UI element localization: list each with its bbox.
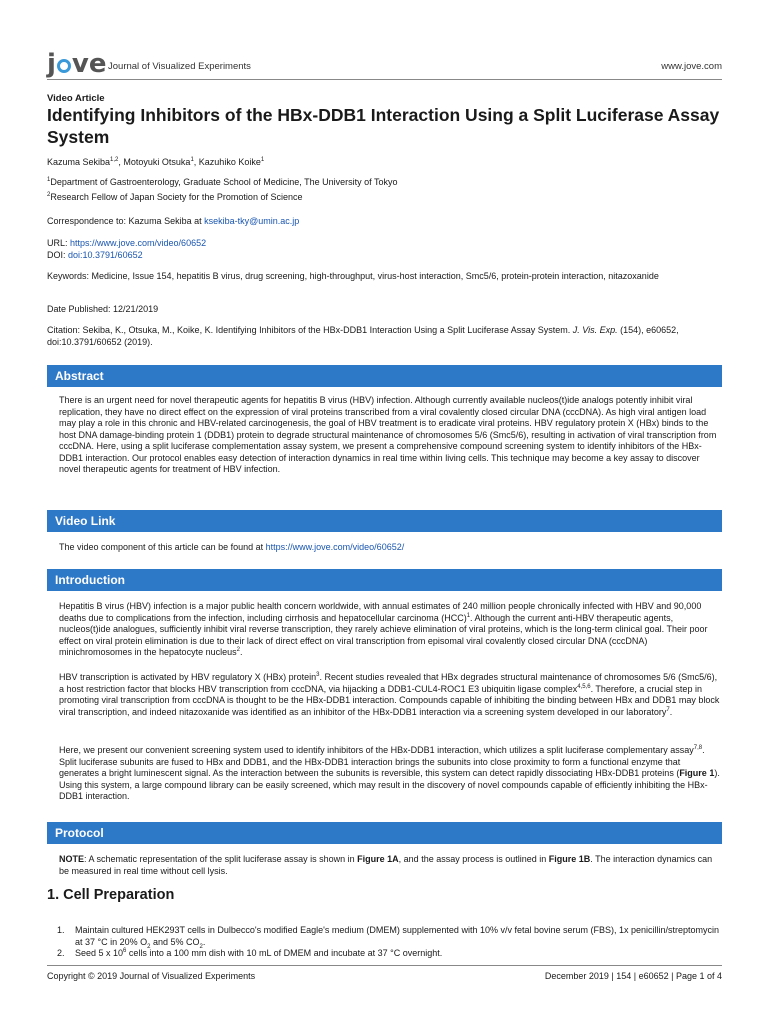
figure-reference: Figure 1 (679, 768, 715, 778)
footer-page-info: December 2019 | 154 | e60652 | Page 1 of 4 (544, 971, 722, 981)
step-number: 1. (57, 925, 65, 935)
journal-name: Journal of Visualized Experiments (108, 61, 251, 72)
text-run: HBV transcription is activated by HBV regulatory X (HBx) protein (59, 672, 317, 682)
article-type: Video Article (47, 93, 105, 104)
video-link-text (59, 542, 722, 554)
article-url-link[interactable]: https://www.jove.com/video/60652 (70, 238, 207, 248)
affiliation-number: 1 (47, 177, 51, 183)
author-affiliation-ref: 1 (190, 157, 194, 163)
site-url[interactable]: www.jove.com (661, 61, 722, 72)
doi-line (47, 250, 722, 262)
step-number: 2. (57, 948, 65, 958)
keywords: Keywords: Medicine, Issue 154, hepatitis B virus, drug screening, high-throughput, virus-host interaction, Smc5/6, protein-protein interaction, nitazoxanide (47, 271, 659, 281)
figure-reference: Figure 1B (548, 854, 591, 864)
text-run: : A schematic representation of the split luciferase assay is shown in (84, 854, 358, 864)
doi-label: DOI: (47, 250, 69, 260)
correspondence-email-link[interactable]: ksekiba-tky@umin.ac.jp (204, 216, 300, 226)
author-list: Kazuma Sekiba$^{1,2}$, Motoyuki Otsuka$^1$, Kazuhiko Koike$^1$ (47, 157, 265, 167)
correspondence (47, 216, 722, 228)
text-run: Hepatitis B virus (HBV) infection is a major public health concern worldwide, with annual estimates of 240 million people chronically infected with HBV and 90,000 deaths due to complications from the infection, including cirrhosis and hepatocellular carcinoma (HCC) (59, 601, 702, 623)
jove-logo: j ve (47, 49, 107, 79)
step-text (75, 948, 720, 960)
step-text (75, 925, 720, 948)
author-name: Kazuhiko Koike (198, 157, 261, 167)
text-run: Here, we present our convenient screening system used to identify inhibitors of the HBx-DDB1 interaction, which utilizes a split luciferase complementary assay (59, 745, 694, 755)
affiliation-text: Research Fellow of Japan Society for the Promotion of Science (50, 192, 303, 202)
reference-marker: 4,5,6 (577, 683, 591, 690)
citation-text: Citation: Sekiba, K., Otsuka, M., Koike, K. Identifying Inhibitors of the HBx-DDB1 Interaction Using a Split Luciferase Assay System. (47, 325, 573, 335)
text-run: Seed 5 x 10 (75, 948, 124, 958)
intro-paragraph-1 (59, 601, 722, 659)
video-link-url[interactable]: https://www.jove.com/video/60652/ (265, 542, 405, 552)
page-header (47, 50, 722, 80)
affiliation-number: 2 (47, 192, 51, 198)
subscript: 2 (147, 943, 151, 950)
note-label: NOTE (59, 854, 85, 864)
reference-marker: 7 (666, 706, 670, 713)
section-heading-cell-preparation: 1. Cell Preparation (47, 887, 175, 903)
reference-marker: 7,8 (693, 745, 703, 751)
affiliation-2 (47, 192, 722, 204)
protocol-note (59, 854, 722, 877)
figure-reference: Figure 1A (357, 854, 399, 864)
text-run: . (669, 706, 673, 717)
author-name: Motoyuki Otsuka (123, 157, 191, 167)
text-run: . Although the current anti-HBV therapeutic agents, nucleos(t)ide analogues, sufficiently inhibit viral reverse transcription, they rarely achieve elimination of viral proteins, which is the long-term clinical goal. Their poor effect on viral protein elimination is due to their lack of direct effect on viral transcription from episomal viral covalently closed circular DNA (cccDNA) minichromosomes in the hepatocyte nucleus (59, 612, 708, 657)
video-link-label: The video component of this article can be found at (59, 542, 266, 552)
author-affiliation-ref: 1,2 (110, 157, 119, 163)
abstract-text: There is an urgent need for novel therapeutic agents for hepatitis B virus (HBV) infection. Although currently available nucleos(t)ide analogs potently inhibit viral replication, they have no direct effect on the expression of viral proteins transcribed from a viral covalently closed circular DNA (cccDNA). As high viral antigen load may play a role in this chronic and HBV-related carcinogenesis, the goal of HBV treatment is to eradicate viral proteins. HBV regulatory protein X (HBx) binds to the host DNA damage-binding protein 1 (DDB1) protein to degrade structural maintenance of chromosomes 5/6 (Smc5/6), resulting in activation of viral transcription from cccDNA. Here, using a split luciferase complementation assay system, we present a comprehensive compound screening system to identify inhibitors of the HBx-DDB1 interaction. Our protocol enables easy detection of interaction dynamics in real time within living cells. This technique may become a key assay to discover novel therapeutic agents for treatment of HBV infection. (59, 395, 717, 474)
text-run: . Therefore, a crucial step in promoting viral transcription from cccDNA is thought to be the HBx-DDB1 interaction. Compounds capable of inhibiting the binding between HBx and DDB1 may block viral transcription, and indeed nitazoxanide was identified as an inhibitor of the HBx-DDB1 interaction via a screening system developed in our laboratory (59, 683, 720, 717)
url-line (47, 238, 722, 250)
text-run: ). Using this system, a large compound library can be easily screened, which may result in the discovery of novel compounds capable of efficiently inhibiting the HBx-DDB1 interaction. (59, 768, 720, 801)
text-run: . (239, 647, 243, 657)
author-affiliation-ref: 1 (260, 157, 265, 163)
text-run: Maintain cultured HEK293T cells in Dulbecco's modified Eagle's medium (DMEM) supplemented with 10% v/v fetal bovine serum (FBS), 1x penicillin/streptomycin at 37 °C in 20% O (75, 925, 720, 947)
url-label: URL: (47, 238, 71, 248)
text-run: . (202, 936, 206, 947)
text-run: and 5% CO (150, 936, 200, 947)
doi-link[interactable]: doi:10.3791/60652 (68, 250, 143, 260)
section-bar-video-link: Video Link (47, 510, 722, 532)
text-run: , and the assay process is outlined in (398, 854, 549, 864)
subscript: 2 (199, 943, 203, 950)
affiliation-text: Department of Gastroenterology, Graduate School of Medicine, The University of Tokyo (50, 177, 398, 187)
reference-marker: 3 (316, 672, 320, 678)
reference-marker: 1 (466, 612, 471, 619)
section-bar-abstract: Abstract (47, 365, 722, 387)
text-run: cells into a 100 mm dish with 10 mL of DMEM and incubate at 37 °C overnight. (126, 948, 443, 958)
author-name: Kazuma Sekiba (47, 157, 111, 167)
citation-suffix: (154), e60652, doi:10.3791/60652 (2019). (47, 325, 679, 347)
header-divider (47, 79, 722, 80)
section-bar-introduction: Introduction (47, 569, 722, 591)
affiliation-1 (47, 177, 722, 189)
text-run: . Split luciferase subunits are fused to HBx and DDB1, and the HBx-DDB1 interaction brings the subunits into close proximity to form a functional enzyme that generates a bright luminescent signal. As the interaction between the subunits is reversible, this system can detect rapidly dissociating HBx-DDB1 proteins ( (59, 745, 705, 778)
correspondence-label: Correspondence to: Kazuma Sekiba at (47, 216, 205, 226)
section-bar-protocol: Protocol (47, 822, 722, 844)
date-published: Date Published: 12/21/2019 (47, 304, 159, 314)
article-title: Identifying Inhibitors of the HBx-DDB1 Interaction Using a Split Luciferase Assay System (47, 105, 720, 147)
citation (47, 325, 722, 348)
text-run: . The interaction dynamics can be measured in real time without cell lysis. (59, 854, 713, 876)
intro-paragraph-2 (59, 672, 722, 718)
text-run: . Recent studies revealed that HBx degrades structural maintenance of chromosomes 5/6 (Smc5/6), a host restriction factor that blocks HBV transcription from cccDNA, via hijacking a DDB1-CUL4-ROC1 E3 ubiquitin ligase complex (59, 672, 718, 694)
reference-marker: 2 (236, 647, 240, 653)
citation-journal: J. Vis. Exp. (572, 325, 618, 335)
footer-divider (47, 965, 722, 966)
intro-paragraph-3 (59, 745, 722, 803)
superscript: 6 (123, 948, 127, 954)
footer-copyright: Copyright © 2019 Journal of Visualized Experiments (47, 971, 256, 981)
